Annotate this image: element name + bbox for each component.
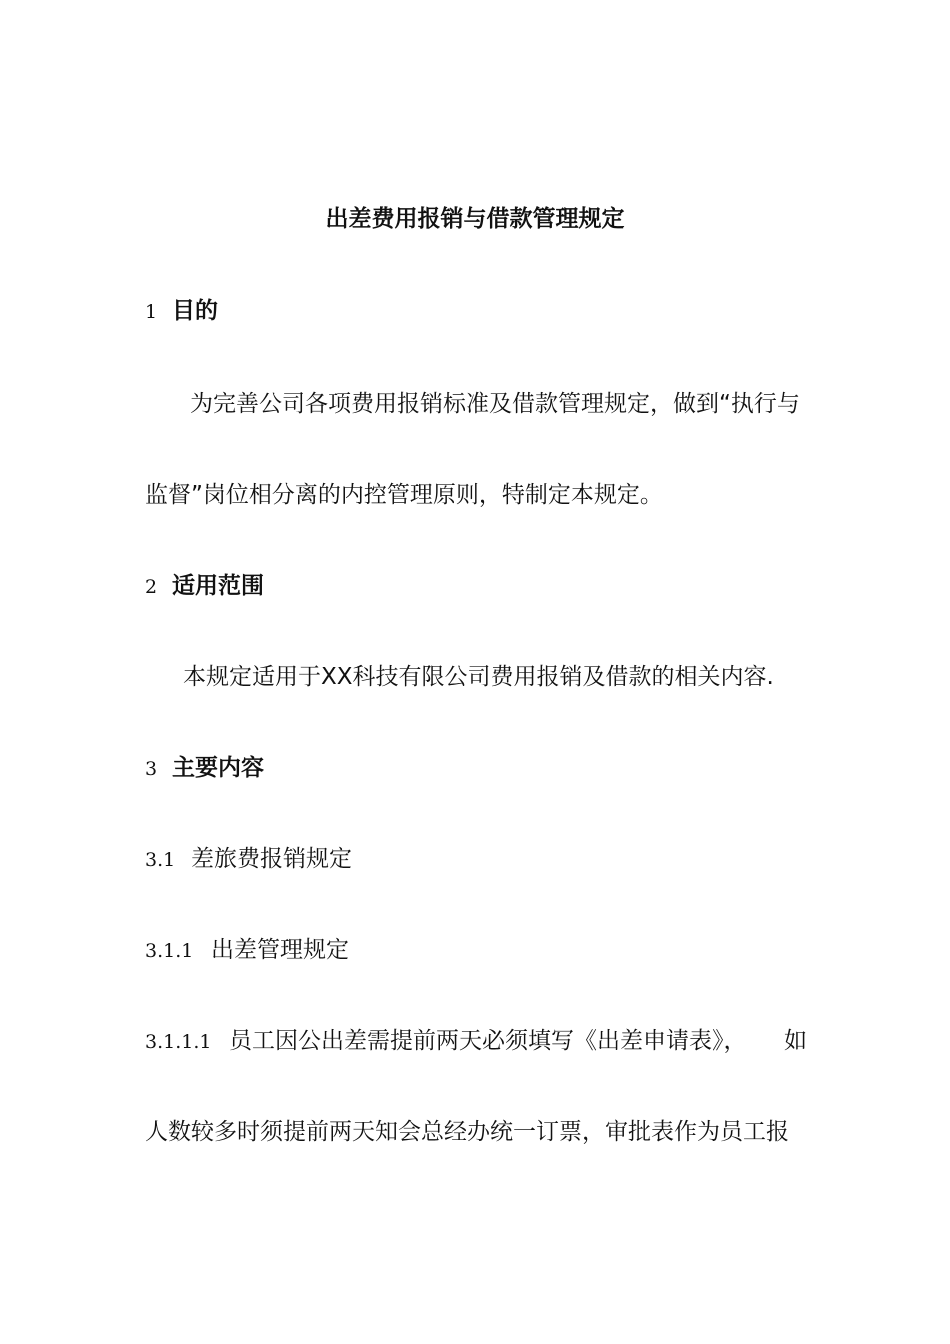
- clause-text: 员工因公出差需提前两天必须填写《出差申请表》，: [229, 1028, 747, 1054]
- section-2-heading: [145, 575, 264, 598]
- subsection-3-1-heading: [145, 848, 352, 871]
- section-title: 主要内容: [172, 755, 264, 781]
- subsection-title: 差旅费报销规定: [191, 846, 352, 872]
- clause-text-end: 如: [784, 1028, 807, 1054]
- subsection-number: 3.1.1: [145, 940, 194, 962]
- subsection-title: 出差管理规定: [211, 937, 349, 963]
- subsection-number: 3.1: [145, 849, 176, 871]
- clause-3-1-1-1-line-2: 人数较多时须提前两天知会总经办统一订票，审批表作为员工报: [145, 1119, 789, 1145]
- section-number: 2: [145, 576, 158, 598]
- document-title: 出差费用报销与借款管理规定: [325, 206, 625, 232]
- section-1-paragraph-line-1: 为完善公司各项费用报销标准及借款管理规定，做到“执行与: [190, 391, 800, 417]
- section-2-paragraph: 本规定适用于XX科技有限公司费用报销及借款的相关内容.: [183, 664, 774, 690]
- clause-3-1-1-1-line-1: [145, 1030, 807, 1053]
- section-title: 目的: [172, 298, 218, 324]
- subsection-3-1-1-heading: [145, 939, 349, 962]
- section-3-heading: [145, 757, 264, 780]
- clause-number: 3.1.1.1: [145, 1031, 212, 1053]
- section-number: 3: [145, 758, 158, 780]
- section-number: 1: [145, 301, 158, 323]
- section-title: 适用范围: [172, 573, 264, 599]
- section-1-heading: [145, 300, 218, 323]
- section-1-paragraph-line-2: 监督”岗位相分离的内控管理原则，特制定本规定。: [145, 482, 663, 508]
